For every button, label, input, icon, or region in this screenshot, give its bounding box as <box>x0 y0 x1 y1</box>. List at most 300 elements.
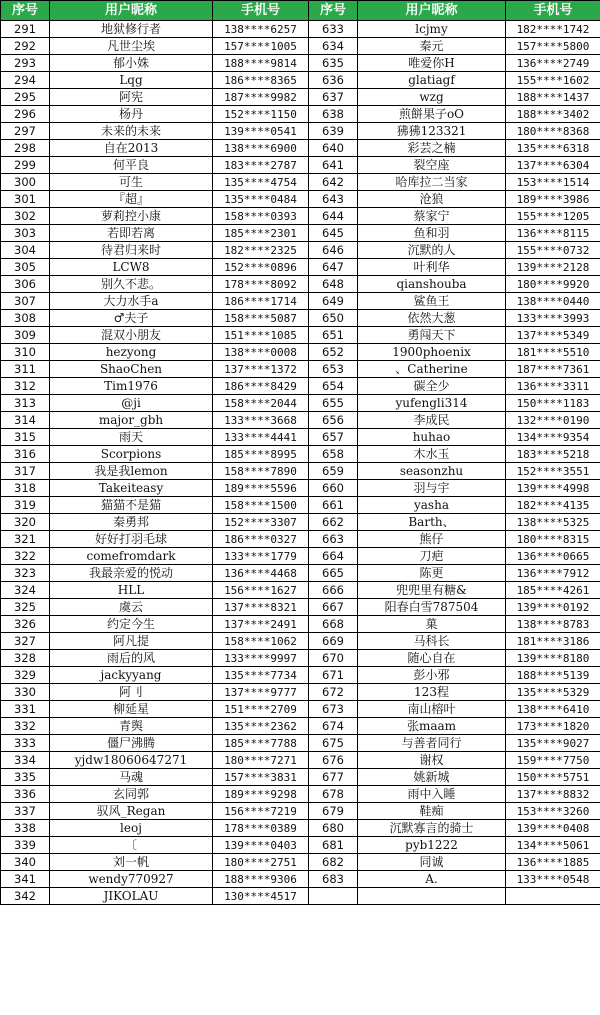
right-seq-cell: 656 <box>309 412 358 429</box>
table-row <box>1 276 600 293</box>
right-seq-cell: 648 <box>309 276 358 293</box>
right-nickname-cell: 姚新城 <box>358 769 506 786</box>
right-nickname-cell: wzg <box>358 89 506 106</box>
left-nickname-cell: 阿宪 <box>50 89 213 106</box>
right-phone-cell: 139****4998 <box>506 480 600 497</box>
left-seq-cell: 339 <box>1 837 50 854</box>
table-row <box>1 89 600 106</box>
right-nickname-cell: 与善者同行 <box>358 735 506 752</box>
left-nickname-cell: 自在2013 <box>50 140 213 157</box>
right-phone-cell: 187****7361 <box>506 361 600 378</box>
right-phone-cell: 136****7912 <box>506 565 600 582</box>
right-nickname-cell: 陈更 <box>358 565 506 582</box>
table-row <box>1 820 600 837</box>
left-nickname-cell: ♂夫子 <box>50 310 213 327</box>
table-row <box>1 854 600 871</box>
left-nickname-cell: 虞云 <box>50 599 213 616</box>
right-phone-cell: 138****6410 <box>506 701 600 718</box>
table-row <box>1 225 600 242</box>
right-nickname-cell: 羽与宇 <box>358 480 506 497</box>
right-phone-cell <box>506 888 600 905</box>
right-seq-cell: 649 <box>309 293 358 310</box>
right-phone-cell: 136****1885 <box>506 854 600 871</box>
right-nickname-cell: glatiagf <box>358 72 506 89</box>
right-nickname-cell: 勇闯天下 <box>358 327 506 344</box>
right-seq-cell: 659 <box>309 463 358 480</box>
left-phone-cell: 152****0896 <box>213 259 309 276</box>
left-phone-cell: 137****8321 <box>213 599 309 616</box>
left-nickname-cell: 好好打羽毛球 <box>50 531 213 548</box>
table-row <box>1 667 600 684</box>
left-nickname-cell: yjdw18060647271 <box>50 752 213 769</box>
left-phone-cell: 186****8365 <box>213 72 309 89</box>
right-seq-cell: 640 <box>309 140 358 157</box>
left-phone-cell: 178****0389 <box>213 820 309 837</box>
left-phone-cell: 158****1062 <box>213 633 309 650</box>
left-seq-cell: 342 <box>1 888 50 905</box>
table-row <box>1 752 600 769</box>
right-nickname-cell: pyb1222 <box>358 837 506 854</box>
right-nickname-cell: 沉默的人 <box>358 242 506 259</box>
left-seq-cell: 295 <box>1 89 50 106</box>
header-phone-2: 手机号 <box>506 1 600 21</box>
right-seq-cell: 647 <box>309 259 358 276</box>
table-row <box>1 361 600 378</box>
left-phone-cell: 136****4468 <box>213 565 309 582</box>
right-seq-cell: 672 <box>309 684 358 701</box>
right-nickname-cell: 张maam <box>358 718 506 735</box>
left-nickname-cell: 驭风_Regan <box>50 803 213 820</box>
left-seq-cell: 292 <box>1 38 50 55</box>
right-nickname-cell: 秦元 <box>358 38 506 55</box>
right-seq-cell: 642 <box>309 174 358 191</box>
left-phone-cell: 152****3307 <box>213 514 309 531</box>
table-row <box>1 55 600 72</box>
header-phone: 手机号 <box>213 1 309 21</box>
right-phone-cell: 150****1183 <box>506 395 600 412</box>
right-phone-cell: 155****1602 <box>506 72 600 89</box>
left-nickname-cell: 我是我lemon <box>50 463 213 480</box>
right-phone-cell: 185****4261 <box>506 582 600 599</box>
table-row <box>1 888 600 905</box>
right-phone-cell: 135****6318 <box>506 140 600 157</box>
right-phone-cell: 159****7750 <box>506 752 600 769</box>
right-phone-cell: 139****0192 <box>506 599 600 616</box>
left-seq-cell: 305 <box>1 259 50 276</box>
left-seq-cell: 314 <box>1 412 50 429</box>
table-row <box>1 531 600 548</box>
right-seq-cell: 667 <box>309 599 358 616</box>
right-seq-cell: 638 <box>309 106 358 123</box>
left-phone-cell: 189****9298 <box>213 786 309 803</box>
right-seq-cell: 665 <box>309 565 358 582</box>
left-seq-cell: 326 <box>1 616 50 633</box>
left-phone-cell: 158****2044 <box>213 395 309 412</box>
left-nickname-cell: LCW8 <box>50 259 213 276</box>
right-phone-cell: 135****9027 <box>506 735 600 752</box>
right-nickname-cell: lcjmy <box>358 21 506 38</box>
right-phone-cell: 133****0548 <box>506 871 600 888</box>
right-phone-cell: 138****5325 <box>506 514 600 531</box>
left-phone-cell: 183****2787 <box>213 157 309 174</box>
right-nickname-cell: 彭小邪 <box>358 667 506 684</box>
right-phone-cell: 153****3260 <box>506 803 600 820</box>
left-seq-cell: 327 <box>1 633 50 650</box>
right-nickname-cell: 熊仔 <box>358 531 506 548</box>
table-row <box>1 191 600 208</box>
right-seq-cell: 655 <box>309 395 358 412</box>
right-nickname-cell: 鲨鱼王 <box>358 293 506 310</box>
right-seq-cell: 661 <box>309 497 358 514</box>
left-phone-cell: 152****1150 <box>213 106 309 123</box>
table-row <box>1 463 600 480</box>
right-seq-cell: 679 <box>309 803 358 820</box>
header-nickname: 用户昵称 <box>50 1 213 21</box>
left-phone-cell: 158****5087 <box>213 310 309 327</box>
right-nickname-cell: 蔡家宁 <box>358 208 506 225</box>
right-phone-cell: 139****2128 <box>506 259 600 276</box>
left-nickname-cell: 别久不悲。 <box>50 276 213 293</box>
right-nickname-cell: yasha <box>358 497 506 514</box>
left-phone-cell: 189****5596 <box>213 480 309 497</box>
left-seq-cell: 341 <box>1 871 50 888</box>
right-phone-cell: 155****0732 <box>506 242 600 259</box>
table-row <box>1 480 600 497</box>
left-seq-cell: 333 <box>1 735 50 752</box>
left-seq-cell: 299 <box>1 157 50 174</box>
left-phone-cell: 180****7271 <box>213 752 309 769</box>
right-nickname-cell: huhao <box>358 429 506 446</box>
left-nickname-cell: 青舆 <box>50 718 213 735</box>
left-nickname-cell: 杨丹 <box>50 106 213 123</box>
left-nickname-cell: 〔 <box>50 837 213 854</box>
left-seq-cell: 300 <box>1 174 50 191</box>
table-row <box>1 599 600 616</box>
table-row <box>1 140 600 157</box>
left-seq-cell: 318 <box>1 480 50 497</box>
left-phone-cell: 178****8092 <box>213 276 309 293</box>
right-phone-cell: 133****3993 <box>506 310 600 327</box>
right-seq-cell: 646 <box>309 242 358 259</box>
right-nickname-cell: 菓 <box>358 616 506 633</box>
left-nickname-cell: HLL <box>50 582 213 599</box>
right-seq-cell: 682 <box>309 854 358 871</box>
left-seq-cell: 340 <box>1 854 50 871</box>
right-phone-cell: 188****1437 <box>506 89 600 106</box>
left-seq-cell: 312 <box>1 378 50 395</box>
left-phone-cell: 187****9982 <box>213 89 309 106</box>
left-phone-cell: 135****2362 <box>213 718 309 735</box>
right-seq-cell: 683 <box>309 871 358 888</box>
table-row <box>1 72 600 89</box>
right-phone-cell: 183****5218 <box>506 446 600 463</box>
left-phone-cell: 133****9997 <box>213 650 309 667</box>
left-seq-cell: 294 <box>1 72 50 89</box>
table-row <box>1 242 600 259</box>
right-phone-cell: 180****9920 <box>506 276 600 293</box>
right-seq-cell: 668 <box>309 616 358 633</box>
table-row <box>1 157 600 174</box>
left-nickname-cell: 大力水手a <box>50 293 213 310</box>
right-phone-cell: 157****5800 <box>506 38 600 55</box>
left-nickname-cell: 马魂 <box>50 769 213 786</box>
left-nickname-cell: 『超』 <box>50 191 213 208</box>
left-nickname-cell: 刘一帆 <box>50 854 213 871</box>
left-phone-cell: 158****1500 <box>213 497 309 514</box>
right-nickname-cell: 裂空座 <box>358 157 506 174</box>
left-nickname-cell: 阿刂 <box>50 684 213 701</box>
right-phone-cell: 181****5510 <box>506 344 600 361</box>
left-nickname-cell: 地狱修行者 <box>50 21 213 38</box>
right-nickname-cell: 同诚 <box>358 854 506 871</box>
left-nickname-cell: 未来的未来 <box>50 123 213 140</box>
table-row <box>1 395 600 412</box>
left-seq-cell: 320 <box>1 514 50 531</box>
right-phone-cell: 180****8315 <box>506 531 600 548</box>
header-nickname-2: 用户昵称 <box>358 1 506 21</box>
table-row <box>1 650 600 667</box>
right-nickname-cell: 马科长 <box>358 633 506 650</box>
table-row <box>1 548 600 565</box>
left-nickname-cell: hezyong <box>50 344 213 361</box>
left-phone-cell: 186****8429 <box>213 378 309 395</box>
left-nickname-cell: Tim1976 <box>50 378 213 395</box>
left-seq-cell: 317 <box>1 463 50 480</box>
right-seq-cell: 664 <box>309 548 358 565</box>
table-row <box>1 378 600 395</box>
left-seq-cell: 322 <box>1 548 50 565</box>
left-seq-cell: 336 <box>1 786 50 803</box>
right-nickname-cell: yufengli314 <box>358 395 506 412</box>
right-phone-cell: 138****0440 <box>506 293 600 310</box>
right-phone-cell: 188****3402 <box>506 106 600 123</box>
right-seq-cell: 645 <box>309 225 358 242</box>
left-phone-cell: 139****0541 <box>213 123 309 140</box>
right-nickname-cell: 谢权 <box>358 752 506 769</box>
right-nickname-cell: A. <box>358 871 506 888</box>
left-phone-cell: 135****0484 <box>213 191 309 208</box>
left-seq-cell: 293 <box>1 55 50 72</box>
left-nickname-cell: Takeiteasy <box>50 480 213 497</box>
right-seq-cell: 660 <box>309 480 358 497</box>
right-phone-cell: 188****5139 <box>506 667 600 684</box>
left-nickname-cell: Scorpions <box>50 446 213 463</box>
right-phone-cell: 136****8115 <box>506 225 600 242</box>
left-nickname-cell: 待君归来时 <box>50 242 213 259</box>
table-row <box>1 446 600 463</box>
right-seq-cell: 674 <box>309 718 358 735</box>
left-nickname-cell: 秦勇邦 <box>50 514 213 531</box>
left-nickname-cell: 我最亲爱的悦动 <box>50 565 213 582</box>
right-seq-cell: 676 <box>309 752 358 769</box>
right-seq-cell: 653 <box>309 361 358 378</box>
left-nickname-cell: 阿凡提 <box>50 633 213 650</box>
left-nickname-cell: major_gbh <box>50 412 213 429</box>
left-nickname-cell: 雨天 <box>50 429 213 446</box>
right-seq-cell: 654 <box>309 378 358 395</box>
right-seq-cell: 635 <box>309 55 358 72</box>
right-seq-cell: 678 <box>309 786 358 803</box>
left-phone-cell: 135****7734 <box>213 667 309 684</box>
right-seq-cell: 644 <box>309 208 358 225</box>
left-phone-cell: 188****9814 <box>213 55 309 72</box>
right-seq-cell: 652 <box>309 344 358 361</box>
right-nickname-cell: 123程 <box>358 684 506 701</box>
right-phone-cell: 150****5751 <box>506 769 600 786</box>
right-nickname-cell: Barth、 <box>358 514 506 531</box>
right-nickname-cell: seasonzhu <box>358 463 506 480</box>
right-seq-cell: 666 <box>309 582 358 599</box>
table-row <box>1 718 600 735</box>
right-seq-cell: 643 <box>309 191 358 208</box>
left-seq-cell: 330 <box>1 684 50 701</box>
left-nickname-cell: Lqg <box>50 72 213 89</box>
right-nickname-cell: 鞋痴 <box>358 803 506 820</box>
left-seq-cell: 307 <box>1 293 50 310</box>
table-row <box>1 514 600 531</box>
left-phone-cell: 139****0403 <box>213 837 309 854</box>
right-nickname-cell: 、Catherine <box>358 361 506 378</box>
table-row <box>1 497 600 514</box>
right-phone-cell: 139****8180 <box>506 650 600 667</box>
left-seq-cell: 331 <box>1 701 50 718</box>
table-row <box>1 174 600 191</box>
right-seq-cell: 657 <box>309 429 358 446</box>
left-seq-cell: 321 <box>1 531 50 548</box>
left-seq-cell: 302 <box>1 208 50 225</box>
left-seq-cell: 328 <box>1 650 50 667</box>
right-seq-cell: 651 <box>309 327 358 344</box>
left-phone-cell: 157****1005 <box>213 38 309 55</box>
left-seq-cell: 325 <box>1 599 50 616</box>
right-phone-cell: 155****1205 <box>506 208 600 225</box>
right-phone-cell: 136****3311 <box>506 378 600 395</box>
left-seq-cell: 324 <box>1 582 50 599</box>
right-nickname-cell: 南山榕叶 <box>358 701 506 718</box>
left-nickname-cell: 雨后的风 <box>50 650 213 667</box>
left-phone-cell: 156****1627 <box>213 582 309 599</box>
left-nickname-cell: JIKOLAU <box>50 888 213 905</box>
left-nickname-cell: 约定今生 <box>50 616 213 633</box>
left-nickname-cell: leoj <box>50 820 213 837</box>
left-phone-cell: 133****4441 <box>213 429 309 446</box>
right-phone-cell: 181****3186 <box>506 633 600 650</box>
left-nickname-cell: 可生 <box>50 174 213 191</box>
right-nickname-cell: 鱼和羽 <box>358 225 506 242</box>
right-seq-cell: 670 <box>309 650 358 667</box>
right-phone-cell: 137****8832 <box>506 786 600 803</box>
table-row <box>1 310 600 327</box>
left-phone-cell: 137****9777 <box>213 684 309 701</box>
right-seq-cell: 633 <box>309 21 358 38</box>
left-nickname-cell: jackyyang <box>50 667 213 684</box>
left-nickname-cell: 萝莉控小康 <box>50 208 213 225</box>
right-seq-cell: 637 <box>309 89 358 106</box>
right-seq-cell: 663 <box>309 531 358 548</box>
left-seq-cell: 319 <box>1 497 50 514</box>
left-phone-cell: 182****2325 <box>213 242 309 259</box>
left-seq-cell: 335 <box>1 769 50 786</box>
table-row <box>1 735 600 752</box>
right-seq-cell: 641 <box>309 157 358 174</box>
left-seq-cell: 303 <box>1 225 50 242</box>
right-phone-cell: 134****5061 <box>506 837 600 854</box>
left-phone-cell: 156****7219 <box>213 803 309 820</box>
left-nickname-cell: 柳延星 <box>50 701 213 718</box>
right-nickname-cell: 兜兜里有糖& <box>358 582 506 599</box>
right-phone-cell: 139****0408 <box>506 820 600 837</box>
left-seq-cell: 315 <box>1 429 50 446</box>
table-row <box>1 871 600 888</box>
left-nickname-cell: 郁小姝 <box>50 55 213 72</box>
left-phone-cell: 130****4517 <box>213 888 309 905</box>
table-row <box>1 582 600 599</box>
left-phone-cell: 180****2751 <box>213 854 309 871</box>
left-phone-cell: 151****1085 <box>213 327 309 344</box>
left-seq-cell: 298 <box>1 140 50 157</box>
table-row <box>1 208 600 225</box>
right-seq-cell: 650 <box>309 310 358 327</box>
left-nickname-cell: 何平良 <box>50 157 213 174</box>
table-row <box>1 412 600 429</box>
right-phone-cell: 132****0190 <box>506 412 600 429</box>
table-row <box>1 616 600 633</box>
left-phone-cell: 138****6257 <box>213 21 309 38</box>
left-seq-cell: 296 <box>1 106 50 123</box>
left-nickname-cell: ShaoChen <box>50 361 213 378</box>
right-seq-cell: 680 <box>309 820 358 837</box>
right-phone-cell: 137****5349 <box>506 327 600 344</box>
left-seq-cell: 297 <box>1 123 50 140</box>
right-nickname-cell: 雨中入睡 <box>358 786 506 803</box>
right-nickname-cell: 狒狒123321 <box>358 123 506 140</box>
left-phone-cell: 135****4754 <box>213 174 309 191</box>
left-phone-cell: 158****7890 <box>213 463 309 480</box>
left-nickname-cell: comefromdark <box>50 548 213 565</box>
right-seq-cell: 677 <box>309 769 358 786</box>
table-body <box>1 21 600 905</box>
header-seq-2: 序号 <box>309 1 358 21</box>
left-phone-cell: 188****9306 <box>213 871 309 888</box>
table-row <box>1 259 600 276</box>
table-row <box>1 106 600 123</box>
right-nickname-cell: 沧狼 <box>358 191 506 208</box>
left-seq-cell: 316 <box>1 446 50 463</box>
right-nickname-cell: 依然大葱 <box>358 310 506 327</box>
right-phone-cell: 138****8783 <box>506 616 600 633</box>
right-nickname-cell: 煎餅果子oO <box>358 106 506 123</box>
right-seq-cell: 673 <box>309 701 358 718</box>
left-phone-cell: 137****1372 <box>213 361 309 378</box>
left-seq-cell: 337 <box>1 803 50 820</box>
right-phone-cell: 180****8368 <box>506 123 600 140</box>
table-row <box>1 633 600 650</box>
right-phone-cell: 137****6304 <box>506 157 600 174</box>
right-phone-cell: 153****1514 <box>506 174 600 191</box>
table-row <box>1 38 600 55</box>
right-nickname-cell: qianshouba <box>358 276 506 293</box>
left-phone-cell: 137****2491 <box>213 616 309 633</box>
left-nickname-cell: 玄同郭 <box>50 786 213 803</box>
right-seq-cell: 669 <box>309 633 358 650</box>
header-seq: 序号 <box>1 1 50 21</box>
left-nickname-cell: 若即若离 <box>50 225 213 242</box>
left-phone-cell: 151****2709 <box>213 701 309 718</box>
right-seq-cell: 636 <box>309 72 358 89</box>
right-nickname-cell: 沉默寡言的骑士 <box>358 820 506 837</box>
table-row <box>1 701 600 718</box>
table-row <box>1 327 600 344</box>
